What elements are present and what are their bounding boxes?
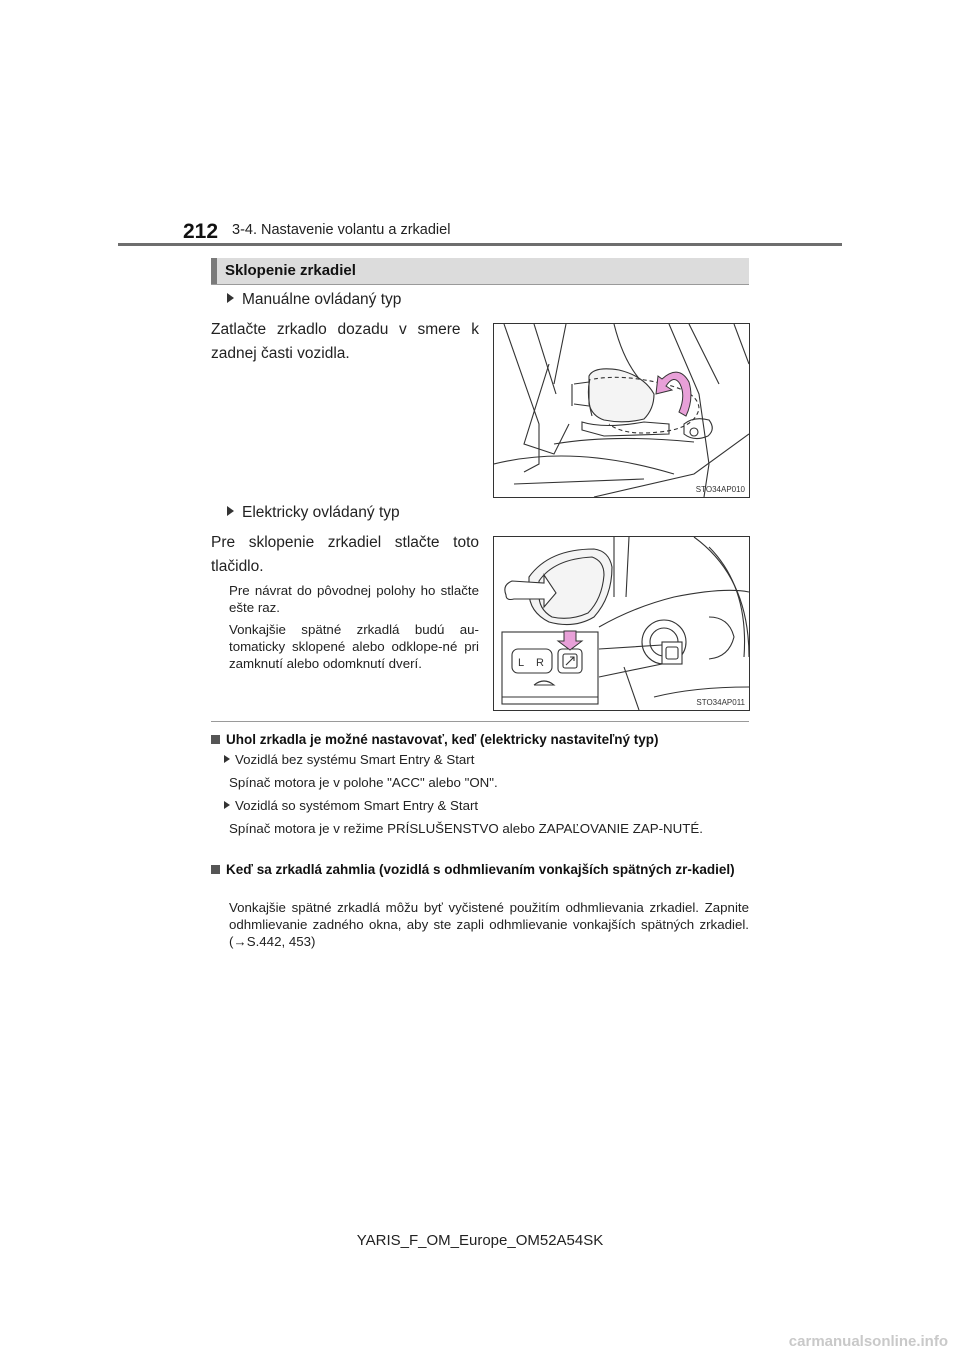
figure-code: STO34AP011 [696,698,745,707]
triangle-bullet-icon [224,801,230,809]
section-heading-bar [211,258,749,284]
page-number: 212 [183,220,219,243]
electric-instruction: Pre sklopenie zrkadiel stlačte toto tlačidlo. [211,534,479,575]
manual-mirror-illustration [494,324,749,497]
switch-left-label: L [518,657,525,669]
note-1-item-1-label-text: Vozidlá bez systému Smart Entry & Start [235,752,475,767]
electric-subheading-text: Elektricky ovládaný typ [242,504,400,521]
note-1-item-2-text: Spínač motora je v režime PRÍSLUŠENSTVO alebo ZAPAĽOVANIE ZAP-NUTÉ. [229,821,703,836]
note-heading-1 [211,731,749,748]
note-heading-1-text: Uhol zrkadla je možné nastavovať, keď (elektricky nastaviteľný typ) [226,732,659,747]
note-heading-2 [211,861,749,878]
watermark: carmanualsonline.info [788,1333,948,1350]
section-title: Sklopenie zrkadiel [225,262,356,279]
switch-right-label: R [536,657,544,669]
notes-rule [211,721,749,722]
note-1-item-1-label [224,752,474,767]
electric-note-1: Pre návrat do pôvodnej polohy ho stlačte ešte raz. [229,583,479,615]
figure-code: STO34AP010 [695,485,745,494]
manual-instruction: Zatlačte zrkadlo dozadu v smere k zadnej časti vozidla. [211,321,479,362]
note-2-text: Vonkajšie spätné zrkadlá môžu byť vyčistené použitím odhmlievania zrkadiel. Zapnite odhmlievanie zadného okna, aby ste zapli odhmlievanie vonkajších spätných zrkadiel. (→S.442, 453) [229,900,749,949]
fold-arrow-icon [656,372,691,416]
document-id: YARIS_F_OM_Europe_OM52A54SK [356,1232,604,1249]
electric-switch-figure [493,536,750,711]
section-accent [211,258,217,284]
electric-switch-illustration [494,537,749,710]
triangle-bullet-icon [224,755,230,763]
triangle-bullet-icon [227,506,234,516]
note-1-item-2-label [224,798,478,813]
square-bullet-icon [211,735,220,744]
electric-subheading [227,504,400,522]
manual-mirror-figure [493,323,750,498]
header-rule [118,243,842,246]
note-1-item-2-label-text: Vozidlá so systémom Smart Entry & Start [235,798,479,813]
manual-subheading-text: Manuálne ovládaný typ [242,291,402,308]
note-heading-2-text: Keď sa zrkadlá zahmlia (vozidlá s odhmlievaním vonkajších spätných zr-kadiel) [226,862,735,877]
chapter-title: 3-4. Nastavenie volantu a zrkadiel [232,222,451,238]
square-bullet-icon [211,865,220,874]
section-rule [211,284,749,285]
electric-note-2: Vonkajšie spätné zrkadlá budú au-tomaticky sklopené alebo odklope-né pri zamknutí alebo odomknutí dverí. [229,622,479,671]
manual-subheading [227,291,401,309]
triangle-bullet-icon [227,293,234,303]
note-1-item-1-text: Spínač motora je v polohe "ACC" alebo "ON". [229,775,498,790]
